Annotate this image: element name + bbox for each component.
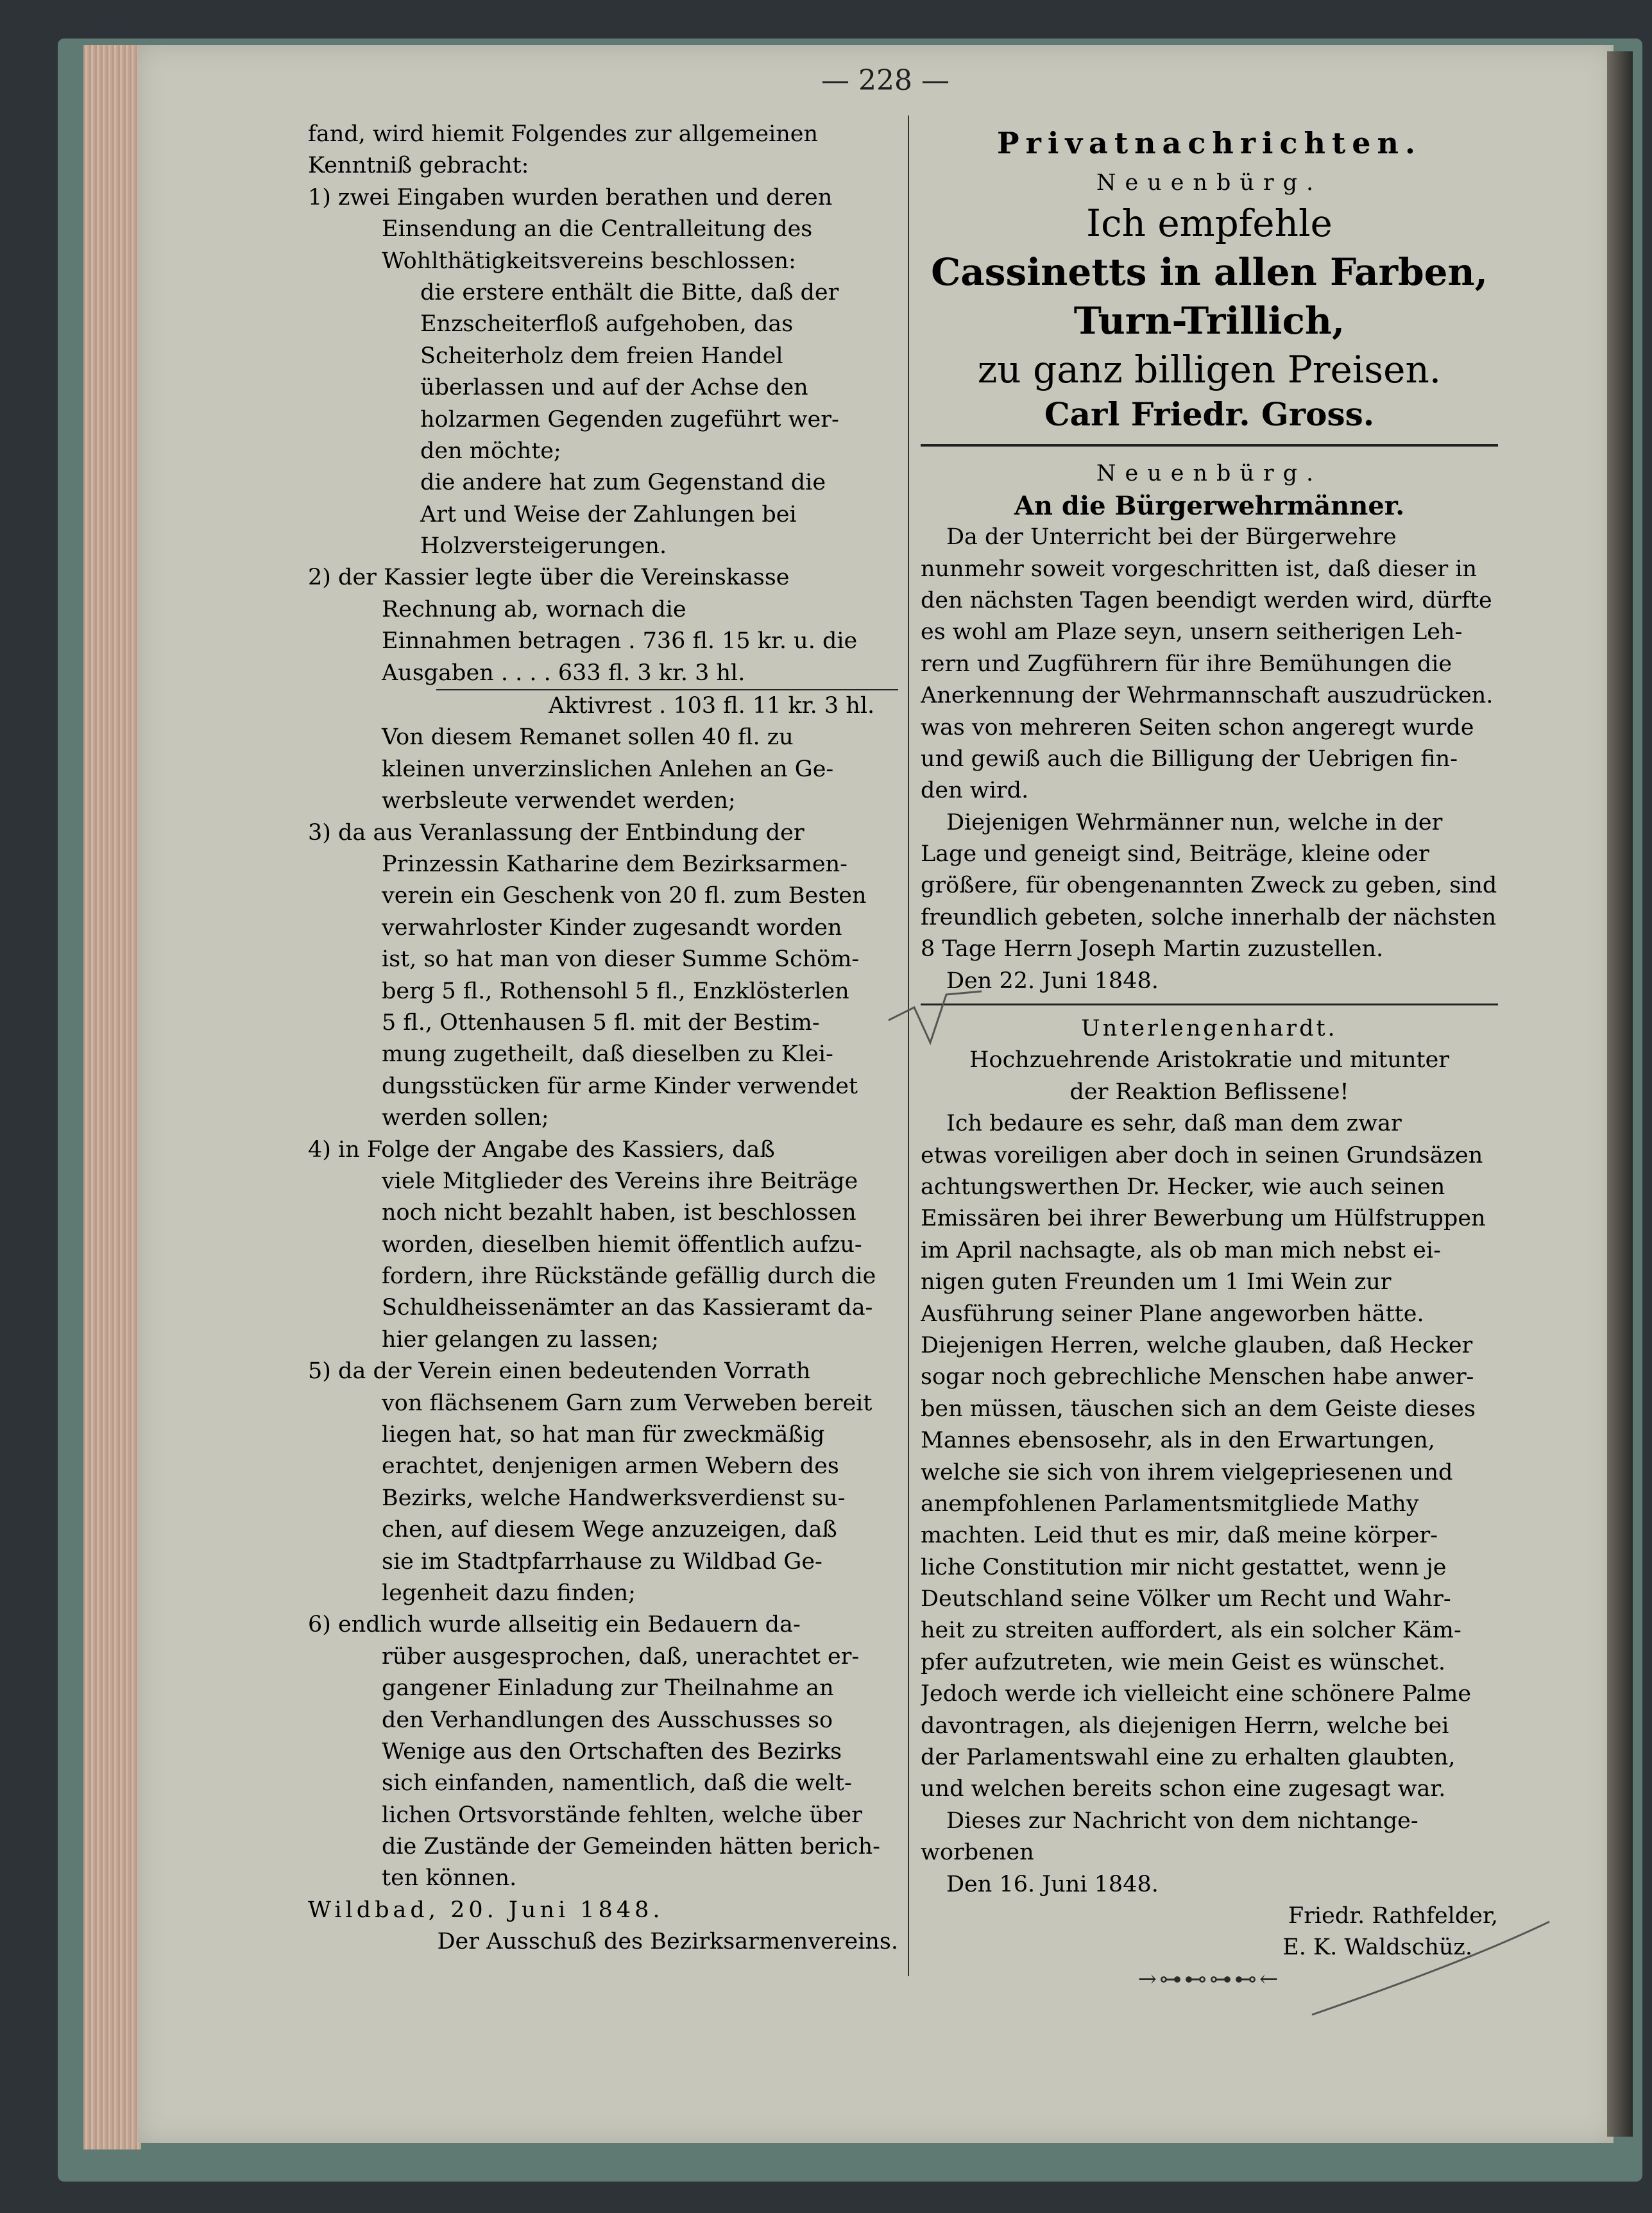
ad3-line: Diejenigen Herren, welche glauben, daß Hecker — [921, 1332, 1473, 1358]
ad2-line: und gewiß auch die Billigung der Uebrigen fin- — [921, 746, 1458, 772]
ad2-line: Anerkennung der Wehrmannschaft auszudrücken. — [921, 683, 1494, 709]
text-line: fordern, ihre Rückstände gefällig durch die — [382, 1263, 876, 1290]
ad2-place: Neuenbürg. — [1096, 461, 1323, 487]
ad3-line: davontragen, als diejenigen Herrn, welche bei — [921, 1713, 1449, 1739]
ad3-line: etwas voreiligen aber doch in seinen Grundsäzen — [921, 1142, 1483, 1168]
ad2-title: An die Bürgerwehrmänner. — [1014, 490, 1405, 521]
signature-line: E. K. Waldschüz. — [1282, 1935, 1472, 1961]
ad3-line: nigen guten Freunden um 1 Imi Wein zur — [921, 1269, 1392, 1295]
ad3-line: worbenen — [921, 1840, 1034, 1866]
text-line: verwahrloster Kinder zugesandt worden — [382, 914, 842, 941]
text-line: Wenige aus den Ortschaften des Bezirks — [382, 1738, 842, 1764]
ad3-body — [921, 1108, 1498, 1868]
book-gutter — [1607, 51, 1633, 2137]
pencil-stroke — [1309, 1918, 1553, 2021]
ornament: →⊶⊷⊶⊷← — [1137, 1966, 1281, 1992]
text-line: Der Ausschuß des Bezirksarmenvereins. — [437, 1929, 898, 1955]
section-heading: Privatnachrichten. — [997, 126, 1422, 160]
text-line: 6) endlich wurde allseitig ein Bedauern da- — [308, 1612, 801, 1638]
text-line: gangener Einladung zur Theilnahme an — [382, 1675, 834, 1702]
ad1-body — [921, 199, 1498, 394]
text-line: Scheiterholz dem freien Handel — [420, 343, 783, 369]
ad2-line: freundlich gebeten, solche innerhalb der nächsten — [921, 904, 1497, 930]
ad2-line: was von mehreren Seiten schon angeregt wurde — [921, 714, 1474, 740]
text-line: den möchte; — [420, 438, 561, 464]
text-line: Wohlthätigkeitsvereins beschlossen: — [382, 248, 796, 274]
ad3-date: Den 16. Juni 1848. — [946, 1871, 1159, 1897]
right-column — [921, 119, 1498, 1995]
text-line: werbsleute verwendet werden; — [382, 788, 736, 814]
ad2-line: Lage und geneigt sind, Beiträge, kleine oder — [921, 841, 1429, 867]
ad1-line: Turn-Trillich, — [1073, 299, 1345, 343]
text-line: sie im Stadtpfarrhause zu Wildbad Ge- — [382, 1548, 822, 1575]
ad1-line: Cassinetts in allen Farben, — [931, 250, 1488, 295]
ad1-line: zu ganz billigen Preisen. — [977, 348, 1442, 392]
ad1-place: Neuenbürg. — [1096, 170, 1323, 196]
ad2-line: Da der Unterricht bei der Bürgerwehre — [946, 524, 1397, 551]
signature-line: Friedr. Rathfelder, — [1288, 1902, 1498, 1929]
ad3-place: Unterlengenhardt. — [1081, 1016, 1338, 1042]
text-line: berg 5 fl., Rothensohl 5 fl., Enzklösterlen — [382, 978, 849, 1004]
ad2-line: Diejenigen Wehrmänner nun, welche in der — [946, 809, 1443, 835]
ad3-line: Emissären bei ihrer Bewerbung um Hülfstruppen — [921, 1206, 1486, 1232]
text-line: worden, dieselben hiemit öffentlich aufzu- — [382, 1231, 862, 1258]
text-line: 5 fl., Ottenhausen 5 fl. mit der Bestim- — [382, 1009, 820, 1036]
page-number: — 228 — — [821, 64, 949, 97]
pencil-mark — [885, 982, 988, 1052]
text-line: werden sollen; — [382, 1105, 549, 1131]
ad3-line: Ausführung seiner Plane angeworben hätte. — [921, 1301, 1424, 1327]
text-line: Aktivrest . 103 fl. 11 kr. 3 hl. — [436, 689, 898, 722]
text-line: Holzversteigerungen. — [420, 533, 667, 560]
text-line: ten können. — [382, 1865, 517, 1892]
ad3-line: liche Constitution mir nicht gestattet, wenn je — [921, 1554, 1447, 1580]
text-line: 5) da der Verein einen bedeutenden Vorrath — [308, 1358, 811, 1385]
ad3-line: welche sie sich von ihrem vielgepriesenen und — [921, 1459, 1453, 1485]
text-line: Wildbad, 20. Juni 1848. — [308, 1897, 664, 1923]
salutation-line: der Reaktion Beflissene! — [1069, 1079, 1349, 1105]
text-line: Prinzessin Katharine dem Bezirksarmen- — [382, 851, 848, 877]
ad3-line: achtungswerthen Dr. Hecker, wie auch seinen — [921, 1174, 1445, 1200]
left-column — [308, 119, 898, 1958]
ad3-line: anempfohlenen Parlamentsmitgliede Mathy — [921, 1491, 1419, 1517]
ad3-line: Dieses zur Nachricht von dem nichtange- — [946, 1807, 1418, 1834]
ad1-rule — [921, 444, 1498, 447]
text-line: sich einfanden, namentlich, daß die welt- — [382, 1770, 852, 1797]
text-line: Schuldheissenämter an das Kassieramt da- — [382, 1295, 873, 1321]
ad3-line: Mannes ebensosehr, als in den Erwartungen, — [921, 1428, 1435, 1454]
ad3-line: und welchen bereits schon eine zugesagt war. — [921, 1776, 1446, 1802]
text-line: 2) der Kassier legte über die Vereinskasse — [308, 565, 790, 591]
ad2-line: größere, für obengenannten Zweck zu geben, sind — [921, 873, 1497, 899]
text-line: rüber ausgesprochen, daß, unerachtet er- — [382, 1643, 860, 1670]
text-line: verein ein Geschenk von 20 fl. zum Besten — [382, 883, 867, 909]
ad1-line: Ich empfehle — [1086, 201, 1333, 246]
text-line: Einnahmen betragen . 736 fl. 15 kr. u. die — [382, 628, 858, 654]
ad2-line: es wohl am Plaze seyn, unsern seitherigen Leh- — [921, 619, 1463, 645]
ad3-line: Ich bedaure es sehr, daß man dem zwar — [946, 1111, 1402, 1137]
text-line: von flächsenem Garn zum Verweben bereit — [382, 1390, 873, 1416]
text-line: lichen Ortsvorstände fehlten, welche über — [382, 1802, 862, 1828]
text-line: überlassen und auf der Achse den — [420, 375, 808, 401]
text-line: die andere hat zum Gegenstand die — [420, 470, 826, 496]
page-edges — [83, 45, 141, 2149]
text-line: Bezirks, welche Handwerksverdienst su- — [382, 1485, 846, 1511]
text-line: den Verhandlungen des Ausschusses so — [382, 1707, 833, 1733]
ad2-line: nunmehr soweit vorgeschritten ist, daß dieser in — [921, 556, 1477, 582]
text-line: erachtet, denjenigen armen Webern des — [382, 1453, 839, 1480]
text-line: viele Mitglieder des Vereins ihre Beiträge — [382, 1168, 858, 1194]
ad3-line: sogar noch gebrechliche Menschen habe anwer- — [921, 1364, 1474, 1390]
text-line: 4) in Folge der Angabe des Kassiers, daß — [308, 1136, 775, 1163]
ad2-line: rern und Zugführern für ihre Bemühungen die — [921, 651, 1452, 677]
text-line: dungsstücken für arme Kinder verwendet — [382, 1073, 858, 1099]
text-line: Von diesem Remanet sollen 40 fl. zu — [382, 724, 794, 751]
ad3-line: Jedoch werde ich vielleicht eine schönere Palme — [921, 1681, 1472, 1707]
text-line: Enzscheiterfloß aufgehoben, das — [420, 311, 794, 338]
ad3-salutation — [921, 1045, 1498, 1108]
ad2-body — [921, 522, 1498, 997]
ad3-line: im April nachsagte, als ob man mich nebst ei- — [921, 1237, 1441, 1263]
ad2-line: 8 Tage Herrn Joseph Martin zuzustellen. — [921, 936, 1384, 962]
text-line: holzarmen Gegenden zugeführt wer- — [420, 406, 839, 432]
text-line: ist, so hat man von dieser Summe Schöm- — [382, 946, 860, 973]
ad2-line: den nächsten Tagen beendigt werden wird, dürfte — [921, 587, 1492, 613]
salutation-line: Hochzuehrende Aristokratie und mitunter — [969, 1047, 1450, 1073]
ad1-signature: Carl Friedr. Gross. — [1044, 395, 1375, 434]
text-line: chen, auf diesem Wege anzuzeigen, daß — [382, 1517, 837, 1543]
text-line: legenheit dazu finden; — [382, 1580, 636, 1606]
text-line: die erstere enthält die Bitte, daß der — [420, 279, 839, 305]
ad3-line: Deutschland seine Völker um Recht und Wahr- — [921, 1586, 1451, 1612]
text-line: Art und Weise der Zahlungen bei — [420, 501, 797, 527]
text-line: die Zustände der Gemeinden hätten berich- — [382, 1834, 880, 1860]
ad3-line: der Parlamentswahl eine zu erhalten glaubten, — [921, 1745, 1456, 1771]
text-line: Rechnung ab, wornach die — [382, 596, 686, 622]
text-line: noch nicht bezahlt haben, ist beschlossen — [382, 1200, 856, 1226]
text-line: mung zugetheilt, daß dieselben zu Klei- — [382, 1041, 833, 1068]
text-line: kleinen unverzinslichen Anlehen an Ge- — [382, 756, 834, 782]
text-line: Einsendung an die Centralleitung des — [382, 216, 813, 243]
ad3-line: heit zu streiten auffordert, als ein solcher Käm- — [921, 1618, 1461, 1644]
ad3-line: ben müssen, täuschen sich an dem Geiste dieses — [921, 1396, 1476, 1422]
ad2-line: den wird. — [921, 778, 1029, 804]
text-line: Kenntniß gebracht: — [308, 153, 529, 179]
text-line: 1) zwei Eingaben wurden berathen und deren — [308, 184, 833, 210]
text-line: fand, wird hiemit Folgendes zur allgemeinen — [308, 121, 819, 147]
ad3-line: pfer aufzutreten, wie mein Geist es wünschet. — [921, 1649, 1445, 1675]
ad3-line: machten. Leid thut es mir, daß meine körper- — [921, 1523, 1438, 1549]
text-line: hier gelangen zu lassen; — [382, 1326, 659, 1353]
ad2-rule — [921, 1004, 1498, 1005]
text-line: Ausgaben . . . . 633 fl. 3 kr. 3 hl. — [382, 660, 745, 686]
text-line: 3) da aus Veranlassung der Entbindung der — [308, 819, 805, 846]
ad2-line: Den 22. Juni 1848. — [946, 968, 1159, 994]
text-line: liegen hat, so hat man für zweckmäßig — [382, 1422, 825, 1448]
